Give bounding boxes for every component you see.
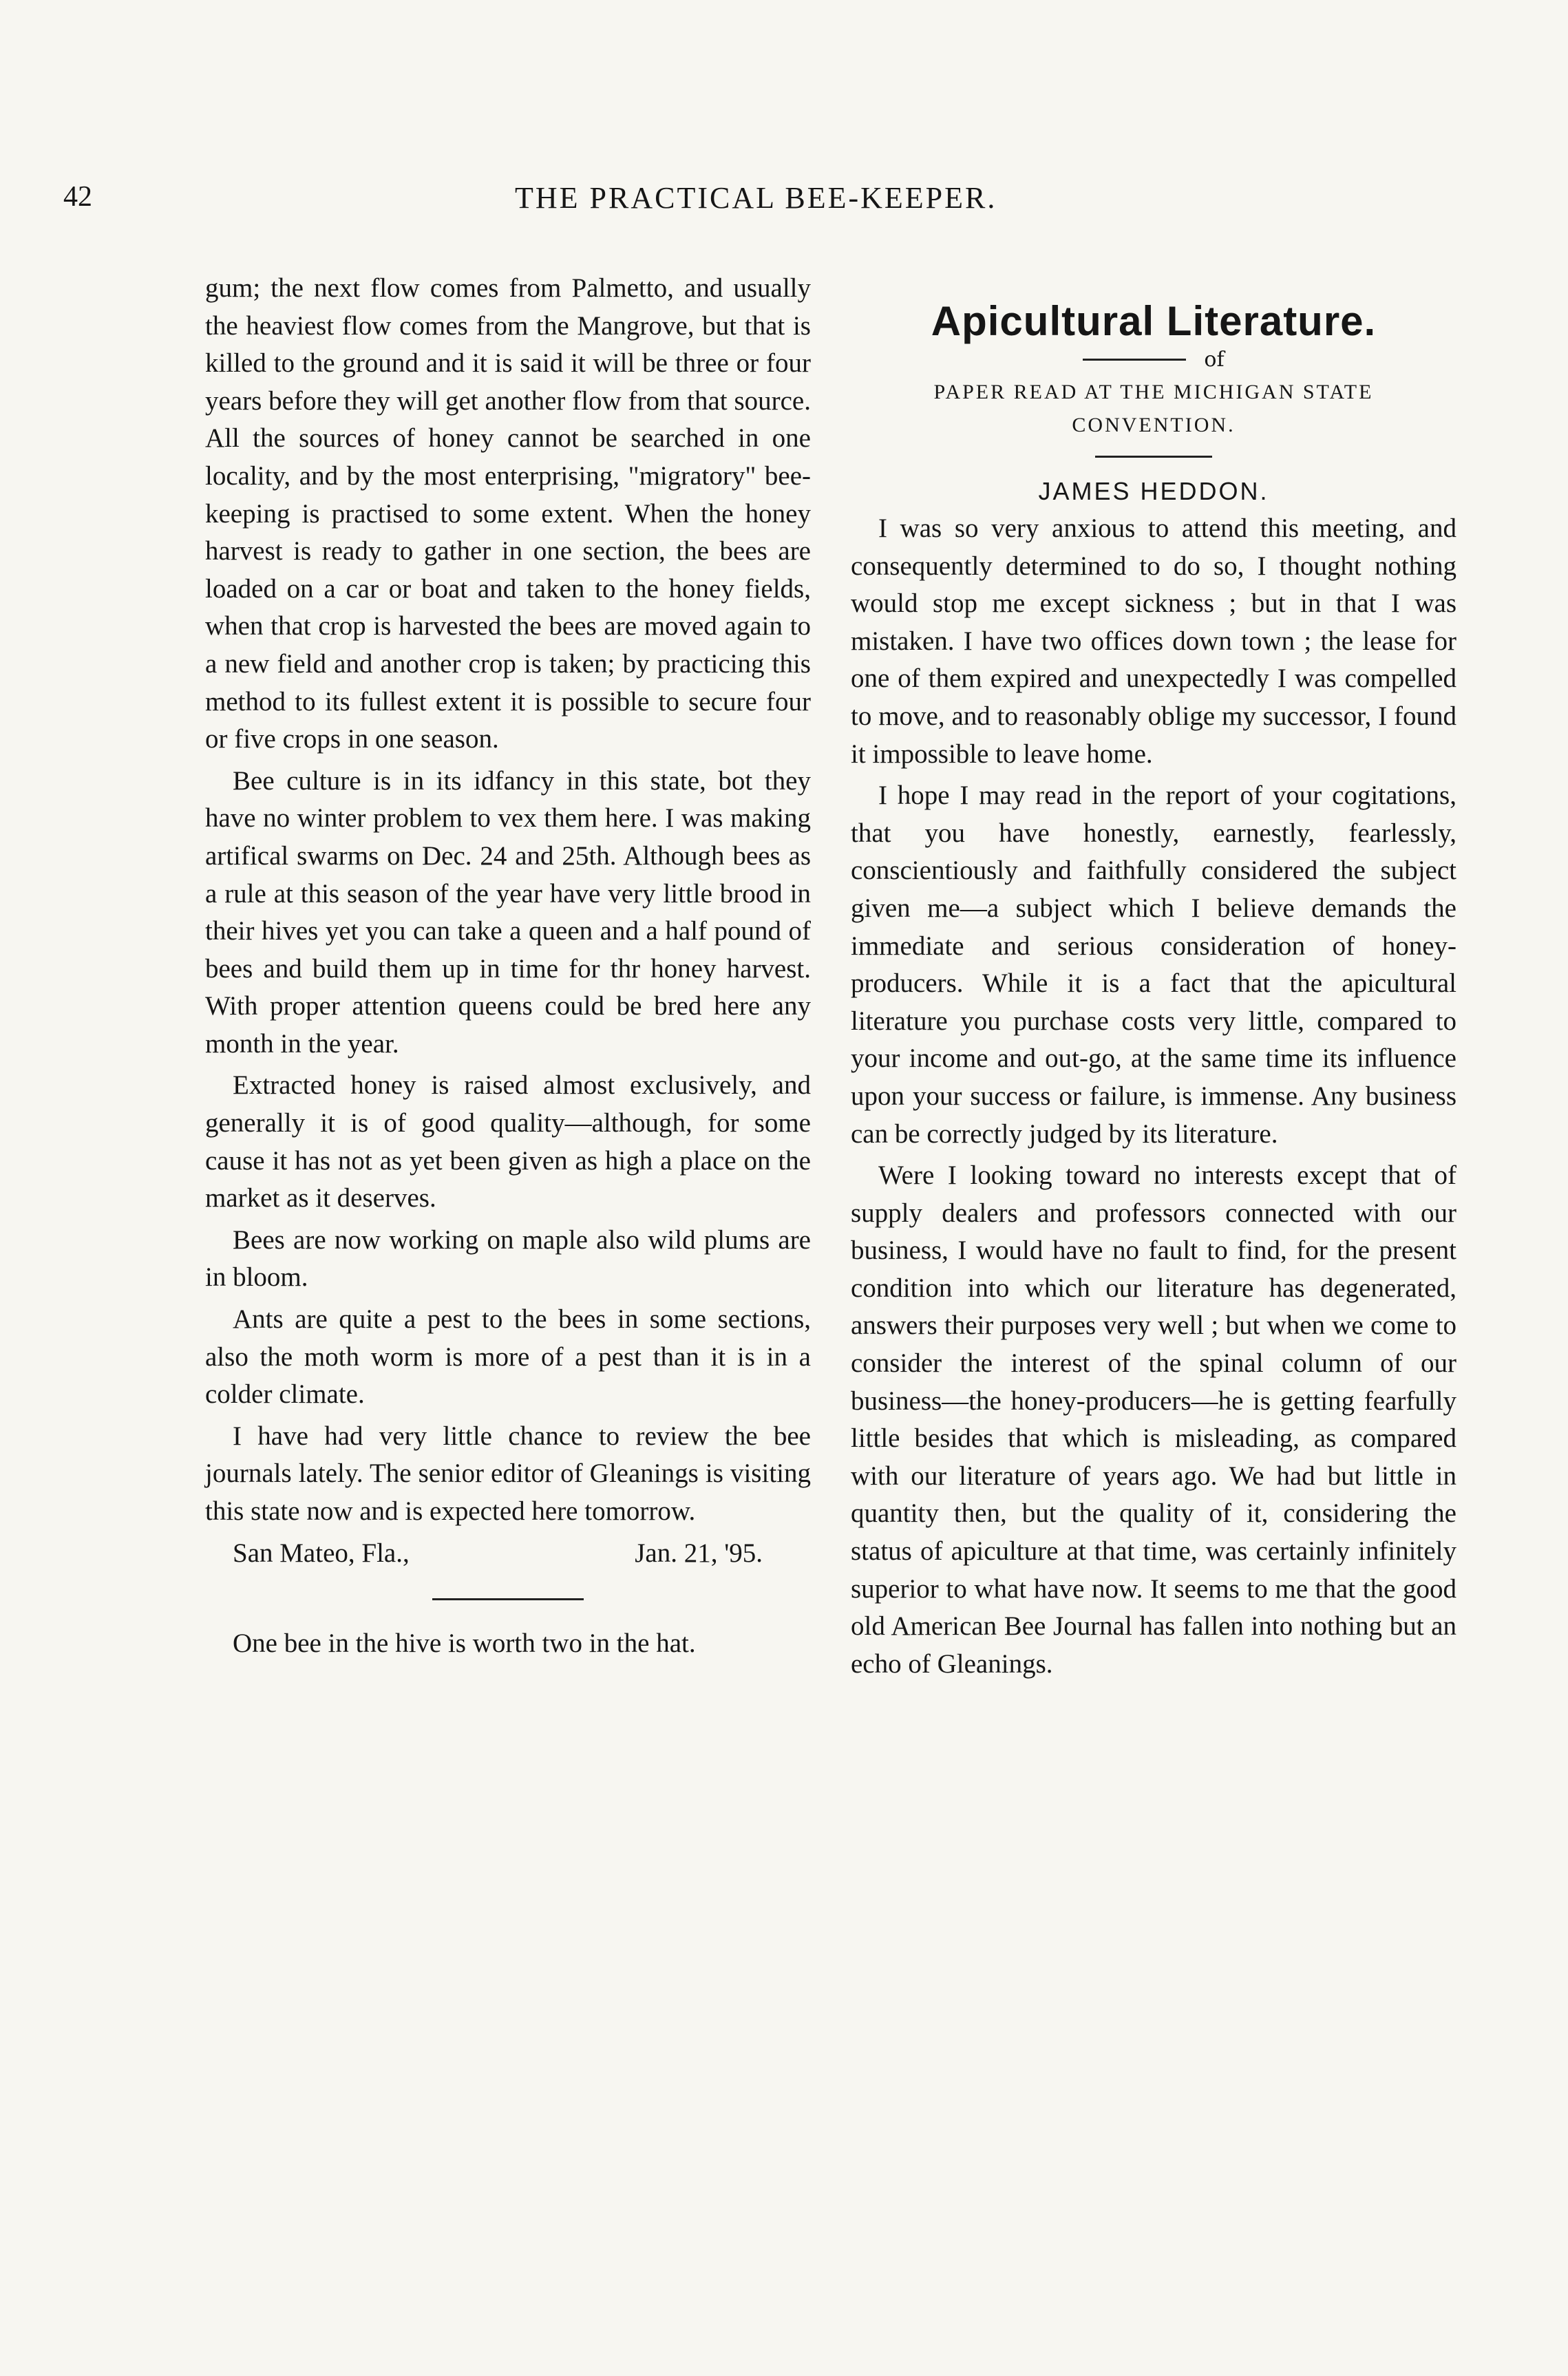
- dateline-place: San Mateo, Fla.,: [233, 1538, 410, 1568]
- divider: [1083, 359, 1186, 361]
- dateline: [205, 1535, 811, 1573]
- page-number: 42: [63, 181, 92, 213]
- paragraph: Extracted honey is raised almost exclusively, and generally it is of good quality—although, for some cause it has not as yet been given as high a place on the market as it deserves.: [205, 1070, 811, 1213]
- divider: [1095, 456, 1212, 458]
- paragraph: Bees are now working on maple also wild plums are in bloom.: [205, 1224, 811, 1293]
- section-title: Apicultural Literature.: [931, 298, 1377, 344]
- paragraph: Ants are quite a pest to the bees in some sections, also the moth worm is more of a pest than it is in a colder climate.: [205, 1304, 811, 1410]
- right-column: [851, 270, 1456, 1683]
- paragraph: Were I looking toward no interests except that of supply dealers and professors connected with our business, I would have no fault to find, for the present condition into which our literature has degenerated, answers their purposes very well ; but when we come to consider the interest of the spinal column of our business—the honey-producers—he is getting fearfully little besides that which is misleading, as compared with our literature of years ago. We had but little in quantity then, but the quality of it, considering the status of apiculture at that time, was certainly infinitely superior to what have now. It seems to me that the good old American Bee Journal has fallen into nothing but an echo of Gleanings.: [851, 1160, 1456, 1679]
- subtitle-line: PAPER READ AT THE MICHIGAN STATE: [933, 381, 1374, 403]
- paragraph: I was so very anxious to attend this meeting, and consequently determined to do so, I thought nothing would stop me except sickness ; but in that I was mistaken. I have two offices down town ; the lease for one of them expired and unexpectedly I was compelled to move, and to reasonably oblige my successor, I found it impossible to leave home.: [851, 513, 1456, 769]
- subtitle: [851, 376, 1456, 442]
- running-title: THE PRACTICAL BEE-KEEPER.: [515, 181, 997, 215]
- of-word: of: [1204, 348, 1225, 372]
- left-column: [205, 270, 811, 1663]
- of-line: [851, 348, 1456, 372]
- author-name: JAMES HEDDON.: [1038, 477, 1269, 505]
- dateline-date: Jan. 21, '95.: [635, 1538, 763, 1568]
- filler-paragraph: One bee in the hive is worth two in the hat.: [233, 1629, 696, 1659]
- divider: [432, 1598, 584, 1600]
- paragraph: Bee culture is in its idfancy in this state, bot they have no winter problem to vex them here. I was making artifical swarms on Dec. 24 and 25th. Although bees as a rule at this season of the year have very little brood in their hives yet you can take a queen and a half pound of bees and build them up in time for thr honey harvest. With proper attention queens could be bred here any month in the year.: [205, 765, 811, 1059]
- page-header: [61, 180, 1479, 229]
- paragraph: I hope I may read in the report of your cogitations, that you have honestly, earnestly, fearlessly, conscientiously and faithfully considered the subject given me—a subject which I believe demands the immediate and serious consideration of honey-producers. While it is a fact that the apicultural literature you purchase costs very little, compared to your income and out-go, at the same time its influence upon your success or failure, is immense. Any business can be correctly judged by its literature.: [851, 781, 1456, 1149]
- paragraph: I have had very little chance to review the bee journals lately. The senior editor of Gleanings is visiting this state now and is expected here tomorrow.: [205, 1421, 811, 1526]
- paragraph: gum; the next flow comes from Palmetto, and usually the heaviest flow comes from the Mangrove, but that is killed to the ground and it is said it will be three or four years before they will get another flow from that source. All the sources of honey cannot be searched in one locality, and by the most enterprising, "migratory" bee-keeping is practised to some extent. When the honey harvest is ready to gather in one section, the bees are loaded on a car or boat and taken to the honey fields, when that crop is harvested the bees are moved again to a new field and another crop is taken; by practicing this method to its fullest extent it is possible to secure four or five crops in one season.: [205, 273, 811, 754]
- subtitle-line: CONVENTION.: [1072, 414, 1236, 436]
